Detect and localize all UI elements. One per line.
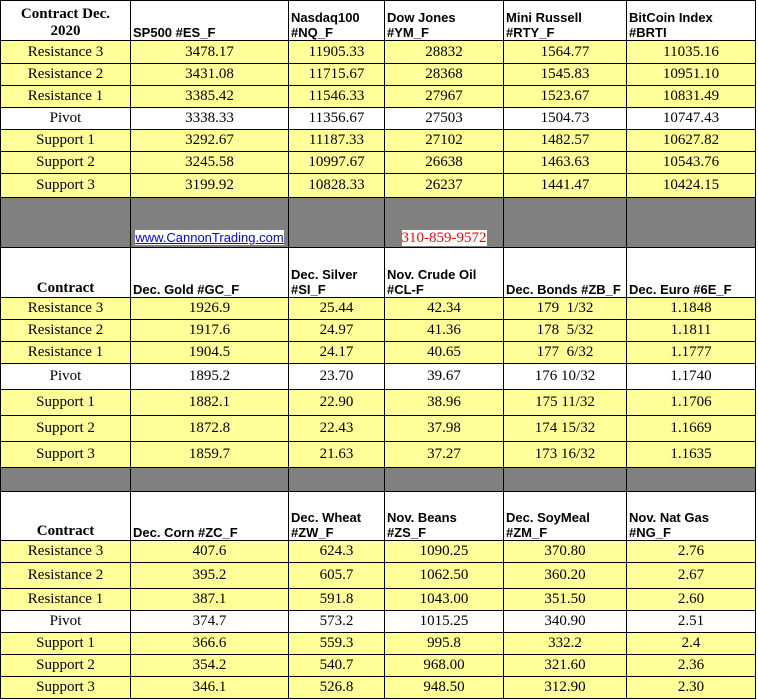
table-cell: 11905.33 xyxy=(289,41,385,64)
table-cell: 10627.82 xyxy=(627,130,756,152)
table-cell: 11546.33 xyxy=(289,86,385,108)
table-cell: 10951.10 xyxy=(627,64,756,86)
column-header-line: Nov. Crude Oil xyxy=(387,267,477,282)
table-row xyxy=(1,86,756,108)
column-header-line: Dec. SoyMeal xyxy=(506,510,590,525)
column-header-line: BitCoin Index xyxy=(629,10,713,25)
table-cell: 1904.5 xyxy=(131,342,289,364)
column-header-line: #RTY_F xyxy=(506,25,555,40)
separator-cell-link xyxy=(131,198,289,248)
column-header xyxy=(627,1,756,41)
table-cell: 2.36 xyxy=(627,655,756,677)
table-cell: 2.51 xyxy=(627,611,756,633)
column-header-line: #NQ_F xyxy=(291,25,333,40)
separator-cell xyxy=(504,198,627,248)
table-cell: 39.67 xyxy=(385,364,504,390)
table-cell: 11187.33 xyxy=(289,130,385,152)
separator-cell xyxy=(1,468,131,492)
row-label: Support 1 xyxy=(1,390,131,416)
table-cell: 10424.15 xyxy=(627,174,756,198)
column-header xyxy=(385,248,504,298)
contract-header xyxy=(1,492,131,541)
table-cell: 23.70 xyxy=(289,364,385,390)
table-cell: 3292.67 xyxy=(131,130,289,152)
row-label: Support 2 xyxy=(1,152,131,174)
table-cell: 42.34 xyxy=(385,298,504,320)
table-cell: 21.63 xyxy=(289,442,385,468)
table-cell: 3385.42 xyxy=(131,86,289,108)
table-cell: 340.90 xyxy=(504,611,627,633)
row-label: Resistance 2 xyxy=(1,64,131,86)
contract-header-line: 2020 xyxy=(50,23,81,39)
column-header-line: Dec. Corn #ZC_F xyxy=(133,525,238,540)
row-label: Resistance 1 xyxy=(1,342,131,364)
row-label: Support 1 xyxy=(1,633,131,655)
table-cell: 1859.7 xyxy=(131,442,289,468)
table-cell: 27102 xyxy=(385,130,504,152)
separator-cell xyxy=(385,468,504,492)
table-cell: 346.1 xyxy=(131,677,289,699)
table-cell: 26237 xyxy=(385,174,504,198)
table-cell: 526.8 xyxy=(289,677,385,699)
table-row xyxy=(1,108,756,130)
table-row xyxy=(1,364,756,390)
header-row xyxy=(1,1,756,41)
table-row xyxy=(1,589,756,611)
row-label: Support 2 xyxy=(1,416,131,442)
table-row xyxy=(1,442,756,468)
table-cell: 25.44 xyxy=(289,298,385,320)
separator-cell xyxy=(1,198,131,248)
table-row xyxy=(1,611,756,633)
table-cell: 1062.50 xyxy=(385,563,504,589)
table-cell: 370.80 xyxy=(504,541,627,563)
table-cell: 173 16/32 xyxy=(504,442,627,468)
table-cell: 178 5/32 xyxy=(504,320,627,342)
separator-cell-phone xyxy=(385,198,504,248)
table-cell: 968.00 xyxy=(385,655,504,677)
column-header-line: Dec. Silver xyxy=(291,267,358,282)
row-label: Pivot xyxy=(1,611,131,633)
column-header xyxy=(627,492,756,541)
separator-cell xyxy=(627,198,756,248)
row-label: Resistance 2 xyxy=(1,320,131,342)
row-label: Resistance 2 xyxy=(1,563,131,589)
column-header-line: Dec. Euro #6E_F xyxy=(629,282,732,297)
table-cell: 1090.25 xyxy=(385,541,504,563)
row-label: Resistance 1 xyxy=(1,86,131,108)
table-cell: 312.90 xyxy=(504,677,627,699)
row-label: Resistance 3 xyxy=(1,298,131,320)
contract-header xyxy=(1,248,131,298)
column-header-line: Dow Jones xyxy=(387,10,456,25)
separator-cell xyxy=(289,198,385,248)
table-cell: 995.8 xyxy=(385,633,504,655)
table-cell: 37.98 xyxy=(385,416,504,442)
column-header xyxy=(627,248,756,298)
table-cell: 11715.67 xyxy=(289,64,385,86)
column-header-line: #SI_F xyxy=(291,282,326,297)
column-header-line: #CL-F xyxy=(387,282,424,297)
table-cell: 2.4 xyxy=(627,633,756,655)
table-cell: 1043.00 xyxy=(385,589,504,611)
table-row xyxy=(1,174,756,198)
table-cell: 573.2 xyxy=(289,611,385,633)
row-label: Support 3 xyxy=(1,174,131,198)
table-cell: 27967 xyxy=(385,86,504,108)
table-cell: 1.1740 xyxy=(627,364,756,390)
table-cell: 1.1811 xyxy=(627,320,756,342)
table-cell: 332.2 xyxy=(504,633,627,655)
table-cell: 175 11/32 xyxy=(504,390,627,416)
contract-header-line: Contract xyxy=(36,523,95,539)
table-cell: 1.1777 xyxy=(627,342,756,364)
table-cell: 2.30 xyxy=(627,677,756,699)
column-header xyxy=(504,492,627,541)
table-cell: 360.20 xyxy=(504,563,627,589)
table-cell: 11035.16 xyxy=(627,41,756,64)
table-row xyxy=(1,416,756,442)
table-cell: 10828.33 xyxy=(289,174,385,198)
column-header-line: Dec. Bonds #ZB_F xyxy=(506,282,621,297)
separator-cell xyxy=(627,468,756,492)
column-header-line: #ZS_F xyxy=(387,525,427,540)
table-row xyxy=(1,390,756,416)
table-cell: 2.67 xyxy=(627,563,756,589)
table-cell: 24.97 xyxy=(289,320,385,342)
table-cell: 948.50 xyxy=(385,677,504,699)
table-cell: 1.1669 xyxy=(627,416,756,442)
table-cell: 366.6 xyxy=(131,633,289,655)
table-row xyxy=(1,152,756,174)
table-cell: 1523.67 xyxy=(504,86,627,108)
separator-row xyxy=(1,468,756,492)
table-cell: 174 15/32 xyxy=(504,416,627,442)
table-cell: 1.1706 xyxy=(627,390,756,416)
table-cell: 540.7 xyxy=(289,655,385,677)
table-cell: 1015.25 xyxy=(385,611,504,633)
table-cell: 387.1 xyxy=(131,589,289,611)
table-cell: 1564.77 xyxy=(504,41,627,64)
table-row xyxy=(1,130,756,152)
column-header-line: Mini Russell xyxy=(506,10,582,25)
table-cell: 1545.83 xyxy=(504,64,627,86)
separator-cell xyxy=(131,468,289,492)
table-cell: 559.3 xyxy=(289,633,385,655)
column-header-line: Nov. Nat Gas xyxy=(629,510,709,525)
row-label: Support 2 xyxy=(1,655,131,677)
column-header xyxy=(289,1,385,41)
table-row xyxy=(1,563,756,589)
table-cell: 1.1635 xyxy=(627,442,756,468)
table-cell: 3431.08 xyxy=(131,64,289,86)
separator-row xyxy=(1,198,756,248)
table-cell: 1917.6 xyxy=(131,320,289,342)
table-row xyxy=(1,677,756,699)
column-header xyxy=(131,492,289,541)
table-cell: 1882.1 xyxy=(131,390,289,416)
contract-header-line: Contract xyxy=(36,280,95,296)
table-cell: 1504.73 xyxy=(504,108,627,130)
table-row xyxy=(1,64,756,86)
column-header xyxy=(504,1,627,41)
column-header-line: #ZW_F xyxy=(291,525,334,540)
column-header-line: #NG_F xyxy=(629,525,671,540)
row-label: Pivot xyxy=(1,364,131,390)
table-cell: 10831.49 xyxy=(627,86,756,108)
column-header xyxy=(385,1,504,41)
table-cell: 1926.9 xyxy=(131,298,289,320)
row-label: Support 3 xyxy=(1,677,131,699)
column-header-line: Dec. Gold #GC_F xyxy=(133,282,240,297)
header-row xyxy=(1,248,756,298)
table-cell: 624.3 xyxy=(289,541,385,563)
contract-header xyxy=(1,1,131,41)
separator-cell xyxy=(289,468,385,492)
table-row xyxy=(1,541,756,563)
column-header-line: #YM_F xyxy=(387,25,429,40)
table-cell: 1441.47 xyxy=(504,174,627,198)
table-cell: 28832 xyxy=(385,41,504,64)
table-cell: 11356.67 xyxy=(289,108,385,130)
table-cell: 351.50 xyxy=(504,589,627,611)
table-cell: 10543.76 xyxy=(627,152,756,174)
column-header-line: SP500 #ES_F xyxy=(133,25,216,40)
table-cell: 1.1848 xyxy=(627,298,756,320)
table-row xyxy=(1,320,756,342)
table-cell: 37.27 xyxy=(385,442,504,468)
table-row xyxy=(1,655,756,677)
table-row xyxy=(1,633,756,655)
column-header-line: Nasdaq100 xyxy=(291,10,360,25)
table-cell: 40.65 xyxy=(385,342,504,364)
column-header-line: Dec. Wheat xyxy=(291,510,362,525)
table-cell: 407.6 xyxy=(131,541,289,563)
column-header-line: Nov. Beans xyxy=(387,510,457,525)
column-header xyxy=(385,492,504,541)
table-cell: 41.36 xyxy=(385,320,504,342)
column-header xyxy=(504,248,627,298)
table-cell: 3338.33 xyxy=(131,108,289,130)
row-label: Resistance 1 xyxy=(1,589,131,611)
table-cell: 3245.58 xyxy=(131,152,289,174)
table-cell: 27503 xyxy=(385,108,504,130)
contract-header-line: Contract Dec. xyxy=(20,6,111,22)
column-header xyxy=(131,248,289,298)
table-cell: 2.60 xyxy=(627,589,756,611)
row-label: Pivot xyxy=(1,108,131,130)
table-cell: 1872.8 xyxy=(131,416,289,442)
header-row xyxy=(1,492,756,541)
row-label: Resistance 3 xyxy=(1,541,131,563)
table-cell: 1463.63 xyxy=(504,152,627,174)
table-cell: 10997.67 xyxy=(289,152,385,174)
column-header xyxy=(289,248,385,298)
table-cell: 38.96 xyxy=(385,390,504,416)
separator-cell xyxy=(504,468,627,492)
table-cell: 591.8 xyxy=(289,589,385,611)
table-cell: 1895.2 xyxy=(131,364,289,390)
table-row xyxy=(1,41,756,64)
table-cell: 3199.92 xyxy=(131,174,289,198)
table-cell: 22.90 xyxy=(289,390,385,416)
column-header xyxy=(289,492,385,541)
table-cell: 179 1/32 xyxy=(504,298,627,320)
column-header-line: #BRTI xyxy=(629,25,667,40)
table-cell: 24.17 xyxy=(289,342,385,364)
table-cell: 26638 xyxy=(385,152,504,174)
table-cell: 177 6/32 xyxy=(504,342,627,364)
table-cell: 605.7 xyxy=(289,563,385,589)
column-header-line: #ZM_F xyxy=(506,525,548,540)
table-row xyxy=(1,342,756,364)
row-label: Resistance 3 xyxy=(1,41,131,64)
table-cell: 1482.57 xyxy=(504,130,627,152)
table-cell: 10747.43 xyxy=(627,108,756,130)
table-cell: 176 10/32 xyxy=(504,364,627,390)
table-cell: 374.7 xyxy=(131,611,289,633)
table-cell: 395.2 xyxy=(131,563,289,589)
website-link[interactable]: www.CannonTrading.com xyxy=(135,230,284,245)
table-cell: 22.43 xyxy=(289,416,385,442)
table-cell: 3478.17 xyxy=(131,41,289,64)
table-cell: 321.60 xyxy=(504,655,627,677)
table-cell: 354.2 xyxy=(131,655,289,677)
table-cell: 28368 xyxy=(385,64,504,86)
row-label: Support 1 xyxy=(1,130,131,152)
row-label: Support 3 xyxy=(1,442,131,468)
table-cell: 2.76 xyxy=(627,541,756,563)
column-header xyxy=(131,1,289,41)
phone-number: 310-859-9572 xyxy=(401,230,487,246)
table-row xyxy=(1,298,756,320)
